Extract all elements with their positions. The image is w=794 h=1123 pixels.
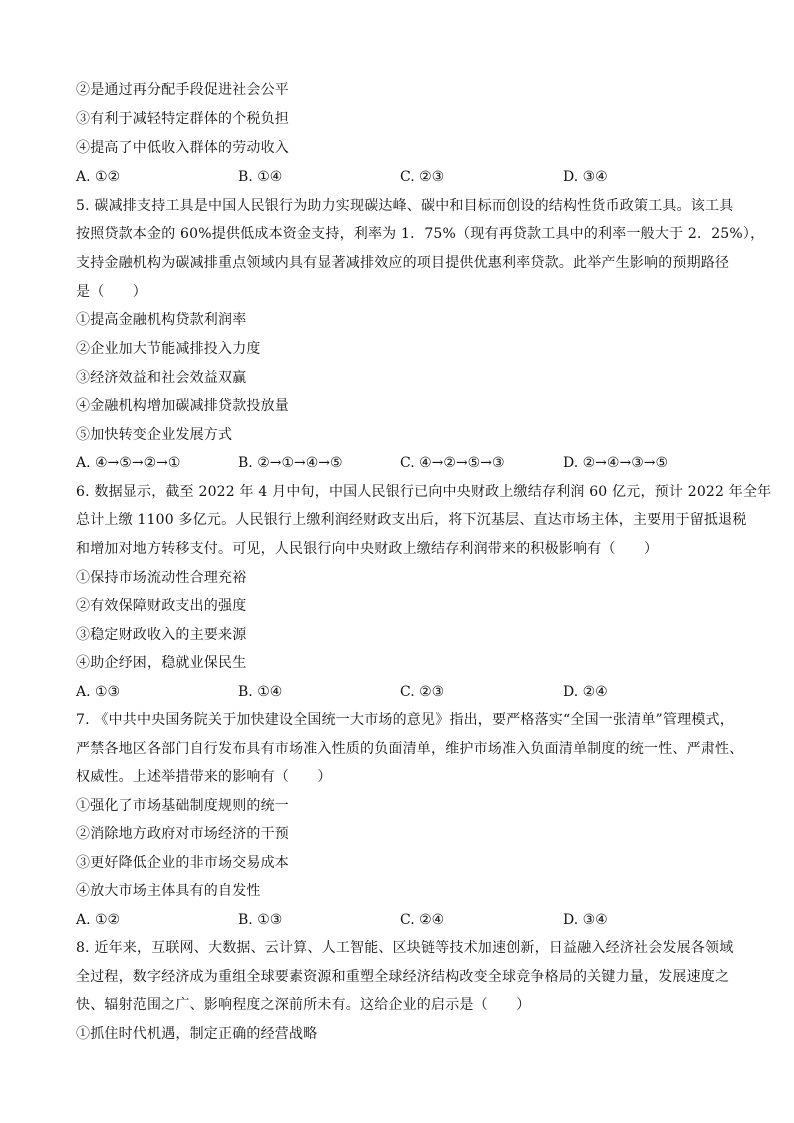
q5-options xyxy=(76,453,726,473)
q7-choice-4: ④放大市场主体具有的自发性 xyxy=(76,883,261,899)
q6-choice-2: ②有效保障财政支出的强度 xyxy=(76,598,247,614)
q6-option-d: D. ②④ xyxy=(563,684,608,700)
q5-option-d: D. ②→④→③→⑤ xyxy=(563,455,669,471)
q4-option-a: A. ①② xyxy=(76,169,121,185)
q7-stem-line-1: 7. 《中共中央国务院关于加快建设全国统一大市场的意见》指出，要严格落实“全国一张清单”管理模式， xyxy=(76,712,734,728)
q4-option-b: B. ①④ xyxy=(238,169,283,185)
q5-choice-2: ②企业加大节能减排投入力度 xyxy=(76,341,261,357)
q5-choice-4: ④金融机构增加碳减排贷款投放量 xyxy=(76,398,289,414)
q6-stem-line-1: 6. 数据显示，截至 2022 年 4 月中旬，中国人民银行已向中央财政上缴结存利润 60 亿元，预计 2022 年全年 xyxy=(76,484,772,500)
q8-stem-line-1: 8. 近年来，互联网、大数据、云计算、人工智能、区块链等技术加速创新，日益融入经济社会发展各领域 xyxy=(76,940,734,956)
q6-option-c: C. ②③ xyxy=(400,684,445,700)
q5-choice-1: ①提高金融机构贷款利润率 xyxy=(76,312,247,328)
q6-choice-4: ④助企纾困，稳就业保民生 xyxy=(76,655,247,671)
q5-option-a: A. ④→⑤→②→① xyxy=(76,455,181,471)
q7-choice-1: ①强化了市场基础制度规则的统一 xyxy=(76,798,289,814)
q6-option-a: A. ①③ xyxy=(76,684,121,700)
q5-choice-3: ③经济效益和社会效益双赢 xyxy=(76,370,247,386)
q4-option-c: C. ②③ xyxy=(400,169,445,185)
q5-stem-line-4: 是（ ） xyxy=(76,284,147,300)
q7-choice-2: ②消除地方政府对市场经济的干预 xyxy=(76,826,289,842)
q8-stem-line-3: 快、辐射范围之广、影响程度之深前所未有。这给企业的启示是（ ） xyxy=(76,997,531,1013)
q7-option-a: A. ①② xyxy=(76,912,121,928)
q5-option-c: C. ④→②→⑤→③ xyxy=(400,455,505,471)
q4-choice-2: ②是通过再分配手段促进社会公平 xyxy=(76,82,289,98)
q5-stem-line-1: 5. 碳减排支持工具是中国人民银行为助力实现碳达峰、碳中和目标而创设的结构性货币政策工具。该工具 xyxy=(76,198,734,214)
q6-choice-1: ①保持市场流动性合理充裕 xyxy=(76,570,247,586)
q7-stem-line-2: 严禁各地区各部门自行发布具有市场准入性质的负面清单，维护市场准入负面清单制度的统一性、严肃性、 xyxy=(76,741,744,757)
q5-stem-line-3: 支持金融机构为碳减排重点领域内具有显著减排效应的项目提供优惠利率贷款。此举产生影响的预期路径 xyxy=(76,255,730,271)
q7-option-d: D. ③④ xyxy=(563,912,608,928)
q7-option-c: C. ②④ xyxy=(400,912,445,928)
q7-stem-line-3: 权威性。上述举措带来的影响有（ ） xyxy=(76,769,332,785)
q4-option-d: D. ③④ xyxy=(563,169,608,185)
q4-options xyxy=(76,167,726,187)
q6-stem-line-3: 和增加对地方转移支付。可见，人民银行向中央财政上缴结存利润带来的积极影响有（ ） xyxy=(76,541,659,557)
q8-stem-line-2: 全过程，数字经济成为重组全球要素资源和重塑全球经济结构改变全球竞争格局的关键力量，发展速度之 xyxy=(76,969,730,985)
q4-choice-4: ④提高了中低收入群体的劳动收入 xyxy=(76,140,289,156)
q5-option-b: B. ②→①→④→⑤ xyxy=(238,455,343,471)
q7-option-b: B. ①③ xyxy=(238,912,283,928)
q7-choice-3: ③更好降低企业的非市场交易成本 xyxy=(76,855,289,871)
q6-choice-3: ③稳定财政收入的主要来源 xyxy=(76,627,247,643)
q5-stem-line-2: 按照贷款本金的 60%提供低成本资金支持，利率为 1．75%（现有再贷款工具中的利率一般大于 2．25%）， xyxy=(76,226,765,242)
q8-choice-1: ①抓住时代机遇，制定正确的经营战略 xyxy=(76,1026,318,1042)
q4-choice-3: ③有利于减轻特定群体的个税负担 xyxy=(76,111,289,127)
q6-stem-line-2: 总计上缴 1100 多亿元。人民银行上缴利润经财政支出后，将下沉基层、直达市场主体，主要用于留抵退税 xyxy=(76,512,747,528)
q6-option-b: B. ①④ xyxy=(238,684,283,700)
q7-options xyxy=(76,910,726,930)
q6-options xyxy=(76,682,726,702)
q5-choice-5: ⑤加快转变企业发展方式 xyxy=(76,427,233,443)
